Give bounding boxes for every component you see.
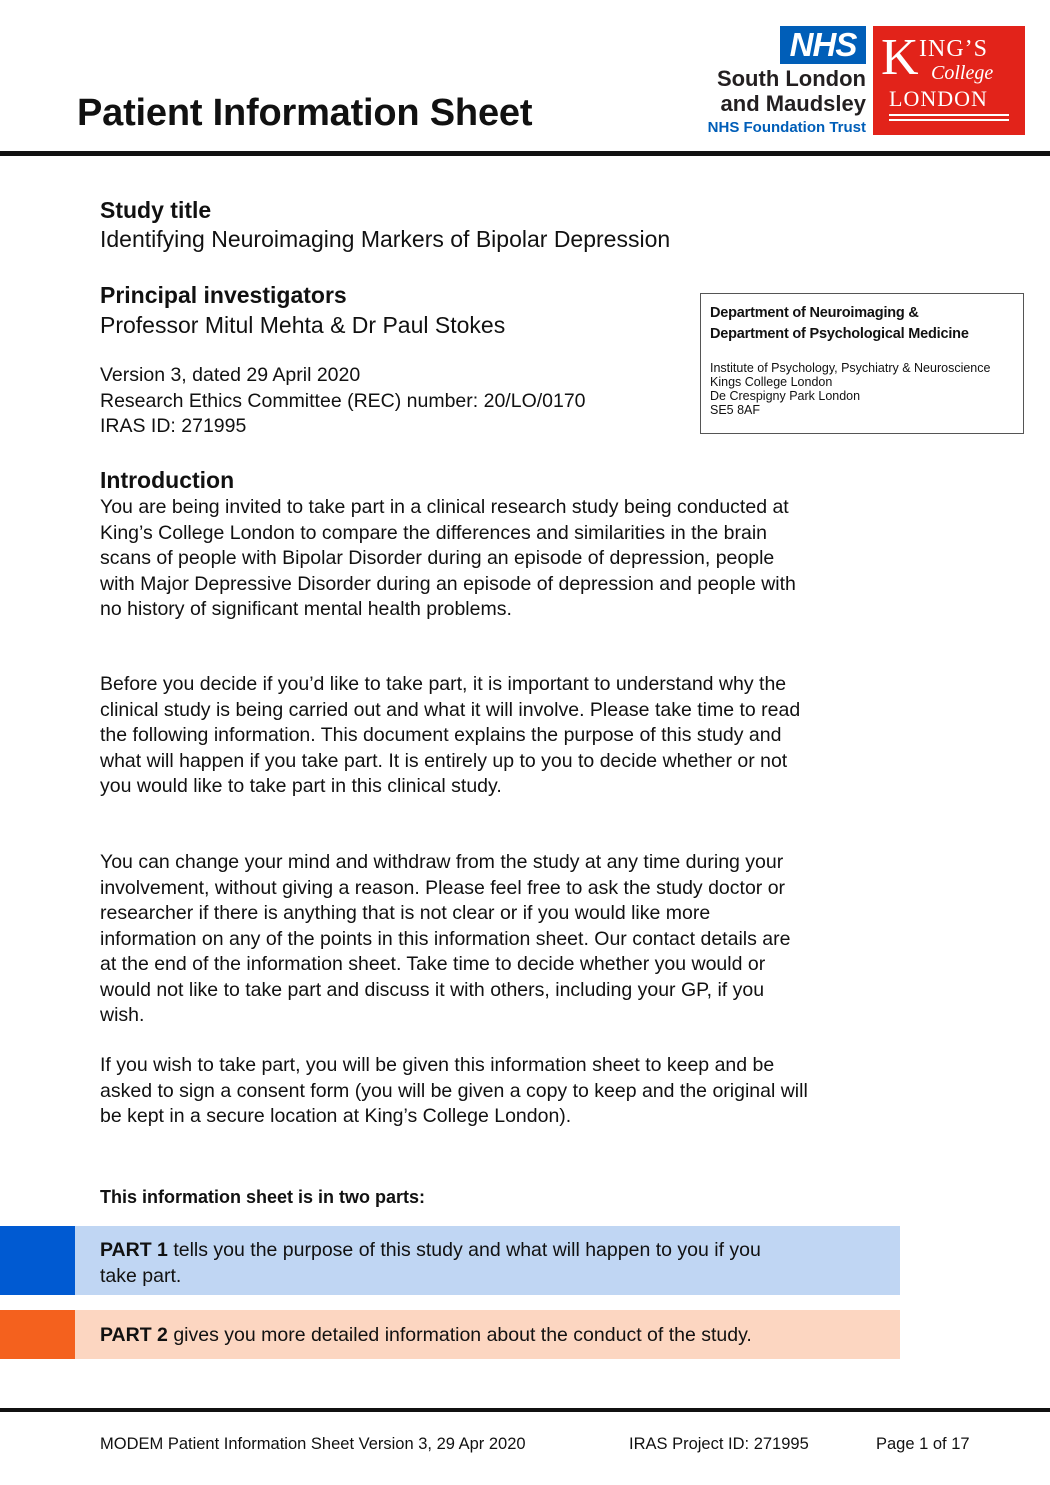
iras-id-line: IRAS ID: 271995 [100,415,247,437]
part1-text [100,1238,800,1289]
study-title-value: Identifying Neuroimaging Markers of Bipolar Depression [100,226,671,252]
kcl-logo-ings: ING’S [919,36,988,62]
parts-heading: This information sheet is in two parts: [100,1187,426,1207]
nhs-badge: NHS [780,26,866,64]
department-name-line2: Department of Psychological Medicine [710,326,969,342]
nhs-trust-name-line3: NHS Foundation Trust [707,119,866,136]
footer-divider [0,1408,1050,1412]
kings-college-logo [873,26,1025,135]
address-line: De Crespigny Park London [710,389,861,403]
introduction-paragraph: Before you decide if you’d like to take part, it is important to understand why the clinical study is being carried out and what it will involve. Please take time to read the following information. This document explains the purpose of this study and what will happen if you take part. It is entirely up to you to decide whether or not you would like to take part in this clinical study. [100,673,801,797]
footer-iras-id: IRAS Project ID: 271995 [629,1435,809,1453]
part1-description: tells you the purpose of this study and what will happen to you if you take part. [100,1239,761,1287]
version-info [100,363,800,440]
kcl-logo-college: College [931,62,994,84]
page-title: Patient Information Sheet [77,92,533,134]
nhs-trust-logo [690,26,866,138]
version-line: Version 3, dated 29 April 2020 [100,364,361,386]
kcl-logo-rule [889,114,1009,116]
nhs-trust-name-line1: South London [716,66,866,91]
part2-callout [0,1310,900,1359]
kcl-logo-rule [889,119,1009,121]
header-divider [0,151,1050,156]
principal-investigators-heading: Principal investigators [100,282,347,308]
department-address [710,361,1014,417]
address-line: Kings College London [710,375,833,389]
footer-page-number: Page 1 of 17 [876,1435,970,1453]
part2-description: gives you more detailed information about the conduct of the study. [167,1324,752,1346]
part2-label: PART 2 [100,1324,168,1346]
part1-accent-bar [0,1226,75,1295]
department-name-line1: Department of Neuroimaging & [710,305,919,321]
address-line: Institute of Psychology, Psychiatry & Neuroscience [710,361,991,375]
rec-number-line: Research Ethics Committee (REC) number: 20/LO/0170 [100,389,586,412]
address-line: SE5 8AF [710,403,761,417]
footer-document-info: MODEM Patient Information Sheet Version 3, 29 Apr 2020 [100,1435,526,1453]
introduction-paragraph: You are being invited to take part in a clinical research study being conducted at King’s College London to compare the differences and similarities in the brain scans of people with Bipolar Disorder during an episode of depression, people with Major Depressive Disorder during an episode of depression and people with no history of significant mental health problems. [100,496,796,620]
introduction-paragraph: If you wish to take part, you will be given this information sheet to keep and be asked to sign a consent form (you will be given a copy to keep and the original will be kept in a secure location at King’s College London). [100,1054,808,1127]
principal-investigators-value: Professor Mitul Mehta & Dr Paul Stokes [100,312,506,338]
part1-callout [0,1226,900,1295]
nhs-trust-name-line2: and Maudsley [720,91,866,116]
kcl-logo-london: LONDON [889,86,988,111]
part2-text [100,1323,860,1349]
part1-label: PART 1 [100,1239,168,1261]
introduction-paragraph: You can change your mind and withdraw from the study at any time during your involvement, without giving a reason. Please feel free to ask the study doctor or researcher if there is anything that is not clear or if you would like more information on any of the points in this information sheet. Our contact details are at the end of the information sheet. Take time to decide whether you would or would not like to take part and discuss it with others, including your GP, if you wish. [100,851,791,1026]
introduction-heading: Introduction [100,467,235,493]
department-address-box [700,293,1024,434]
kcl-logo-k: K [881,29,919,86]
part2-accent-bar [0,1310,75,1359]
study-title-heading: Study title [100,197,212,223]
